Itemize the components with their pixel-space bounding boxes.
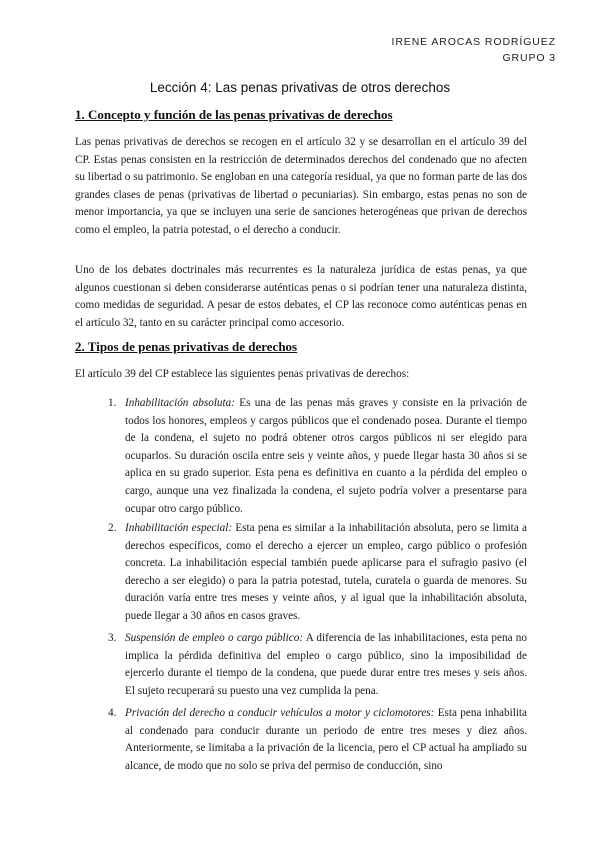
- list-item-text: Es una de las penas más graves y consiste en la privación de todos los honores, empleos y cargos públicos que el condenado posea. Durante el tiempo de la condena, el sujeto no podrá obtener otros cargos públicos ni ser elegido para ocuparlos. Su duración oscila entre seis y veinte años, y puede llegar hasta 30 años si se aplica en su grado superior. Esta pena es definitiva en cuanto a la pérdida del empleo o cargo, aunque una vez finalizada la condena, el sujeto podría volver a presentarse para ocupar otro cargo público.: [125, 397, 527, 515]
- list-item-text: Esta pena inhabilita al condenado para conducir durante un periodo de entre tres meses y diez años. Anteriormente, se limitaba a la privación de la licencia, pero el CP actual ha ampliado su alcance, de modo que no solo se priva del permiso de conducción, sino: [125, 707, 527, 772]
- group-label: GRUPO 3: [502, 52, 556, 64]
- list-item-body: [125, 395, 527, 518]
- list-item-number: 2.: [108, 522, 117, 534]
- list-item-number: 3.: [108, 632, 117, 644]
- list-item-inhabilitacion-especial: [75, 520, 527, 626]
- list-item-text: A diferencia de las inhabilitaciones, esta pena no implica la pérdida definitiva del empleo o cargo público, sino la imposibilidad de ejercerlo durante el tiempo de la condena, que puede durar entre tres meses y seis años. El sujeto recuperará su puesto una vez cumplida la pena.: [125, 632, 527, 697]
- list-item-number: 4.: [108, 707, 117, 719]
- list-item-suspension-empleo: [75, 630, 527, 700]
- list-item-term: Inhabilitación absoluta:: [125, 397, 235, 409]
- section-2-intro: El artículo 39 del CP establece las siguientes penas privativas de derechos:: [75, 368, 410, 380]
- section-1-paragraph-2: Uno de los debates doctrinales más recurrentes es la naturaleza jurídica de estas penas, ya que algunos cuestionan si deben considerarse auténticas penas o si podrían tener una naturaleza distinta, como medidas de seguridad. A pesar de estos debates, el CP las reconoce como auténticas penas en el artículo 32, tanto en su carácter principal como accesorio.: [75, 264, 527, 329]
- list-item-term: Privación del derecho a conducir vehículos a motor y ciclomotores:: [125, 707, 435, 719]
- list-item-body: [125, 520, 527, 626]
- section-1-paragraph-1: Las penas privativas de derechos se recogen en el artículo 32 y se desarrollan en el artículo 39 del CP. Estas penas consisten en la restricción de determinados derechos del condenado que no afecten su libertad o su patrimonio. Se engloban en una categoría residual, ya que no forman parte de las dos grandes clases de penas (privativas de libertad o pecuniarias). Sin embargo, estas penas no son de menor importancia, ya que se incluyen una serie de sanciones heterogéneas que privan de derechos como el empleo, la patria potestad, o el derecho a conducir.: [75, 136, 527, 236]
- list-item-privacion-conducir: [75, 705, 527, 775]
- list-item-body: [125, 705, 527, 775]
- page-header: [392, 34, 557, 66]
- list-item-text: Esta pena es similar a la inhabilitación absoluta, pero se limita a derechos específicos, como el derecho a ejercer un empleo, cargo público o profesión concreta. La inhabilitación especial también puede aplicarse para el sufragio pasivo (el derecho a ser elegido) o para la patria potestad, tutela, curatela o guarda de menores. Su duración varía entre tres meses y veinte años, y al igual que la inhabilitación absoluta, puede llegar a 30 años en casos graves.: [125, 522, 527, 622]
- list-item-term: Inhabilitación especial:: [125, 522, 233, 534]
- list-item-number: 1.: [108, 397, 117, 409]
- section-2-heading: 2. Tipos de penas privativas de derechos: [75, 339, 298, 354]
- list-item-inhabilitacion-absoluta: [75, 395, 527, 518]
- list-item-term: Suspensión de empleo o cargo público:: [125, 632, 304, 644]
- lesson-title: Lección 4: Las penas privativas de otros derechos: [149, 80, 451, 95]
- author-name: IRENE AROCAS RODRÍGUEZ: [391, 36, 556, 48]
- section-1-heading: 1. Concepto y función de las penas privativas de derechos: [75, 107, 393, 122]
- list-item-body: [125, 630, 527, 700]
